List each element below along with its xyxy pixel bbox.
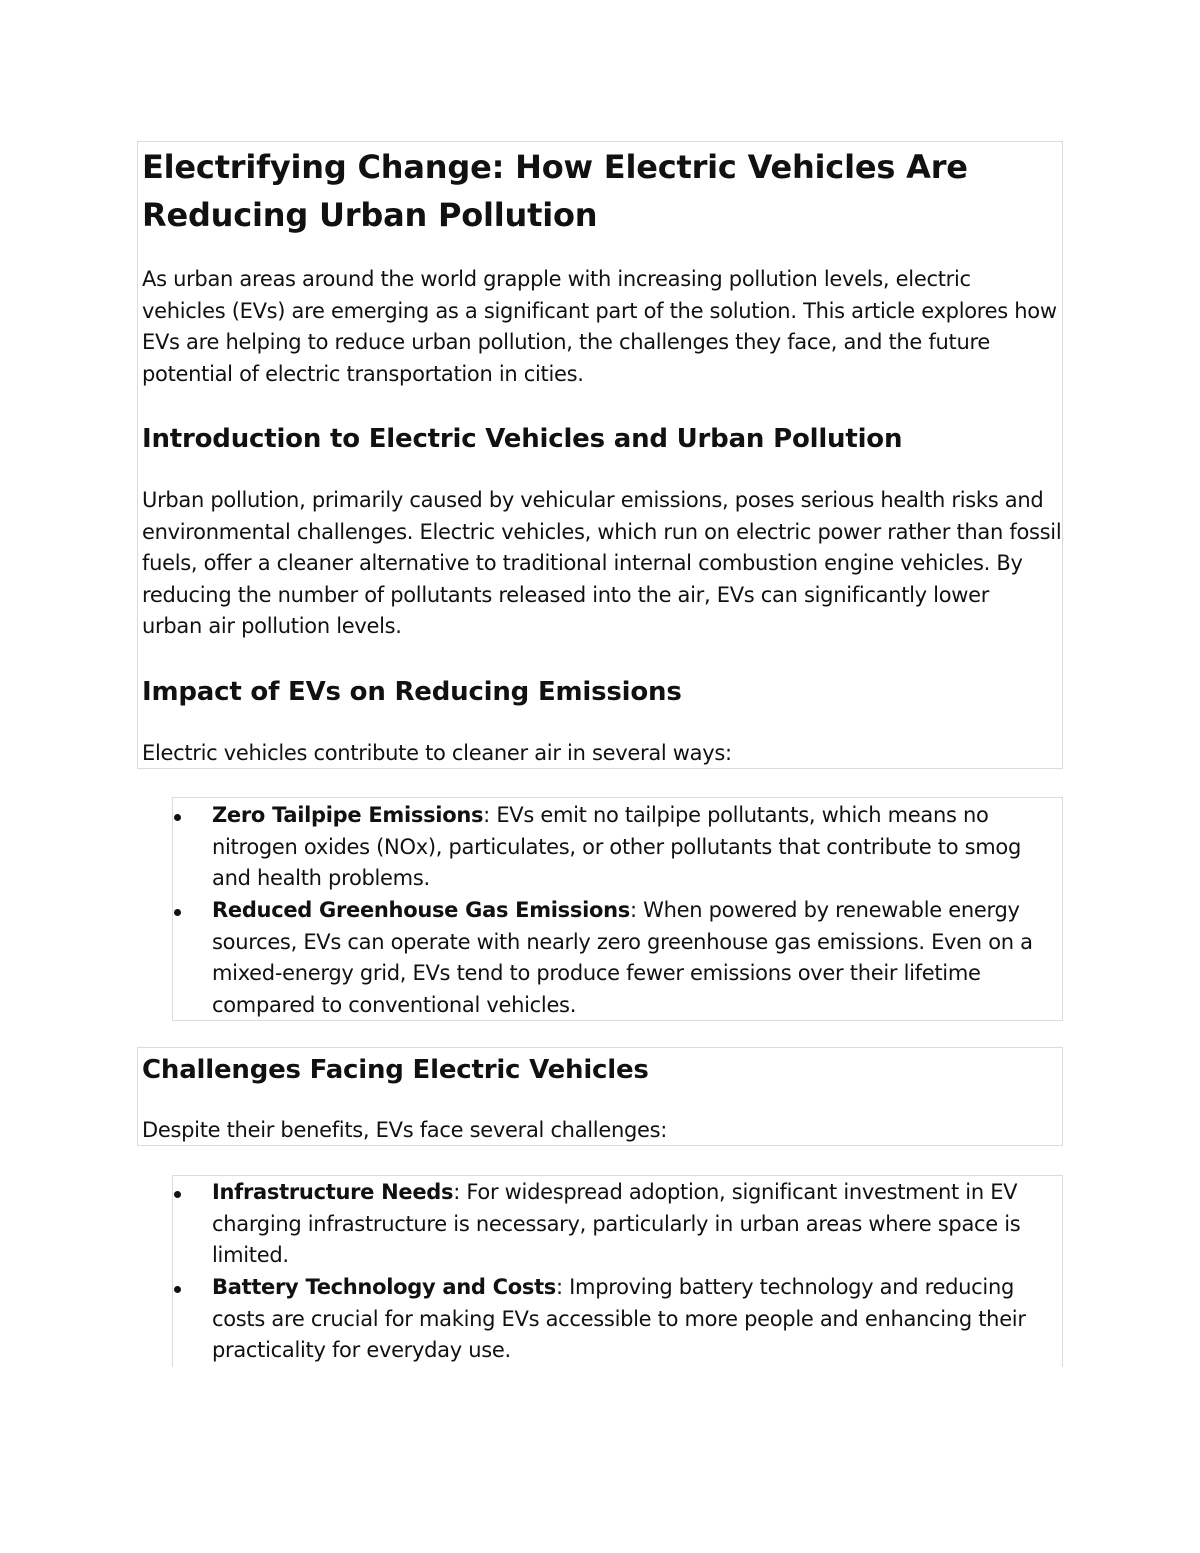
list-item-line: and health problems. — [212, 866, 430, 891]
title-line: Reducing Urban Pollution — [142, 196, 598, 234]
list-item-line: sources, EVs can operate with nearly zero greenhouse gas emissions. Even on a — [212, 929, 1033, 954]
list-item-text: : EVs emit no tailpipe pollutants, which means no — [483, 803, 989, 827]
list-item-term: Infrastructure Needs — [212, 1180, 454, 1204]
bullet-marker — [174, 1191, 181, 1198]
challenges-lead: Despite their benefits, EVs face several challenges: — [142, 1118, 668, 1142]
paragraph-line: reducing the number of pollutants released into the air, EVs can significantly lower — [142, 582, 990, 607]
paragraph-line: fuels, offer a cleaner alternative to traditional internal combustion engine vehicles. By — [142, 551, 1023, 576]
impact-lead: Electric vehicles contribute to cleaner air in several ways: — [142, 741, 732, 765]
list-item-line: costs are crucial for making EVs accessible to more people and enhancing their — [212, 1306, 1026, 1331]
list-item-line: practicality for everyday use. — [212, 1338, 511, 1363]
intro-paragraph — [142, 264, 1057, 390]
paragraph-line: environmental challenges. Electric vehicles, which run on electric power rather than fossil — [142, 519, 1062, 544]
title-line: Electrifying Change: How Electric Vehicles Are — [142, 148, 968, 186]
list-item-infrastructure — [212, 1177, 1020, 1272]
list-item-term: Reduced Greenhouse Gas Emissions — [212, 898, 630, 922]
list-item-battery — [212, 1272, 1026, 1367]
document-title — [142, 143, 968, 239]
paragraph-line: EVs are helping to reduce urban pollution, the challenges they face, and the future — [142, 330, 990, 355]
list-item-term: Battery Technology and Costs — [212, 1275, 557, 1299]
paragraph-line: vehicles (EVs) are emerging as a significant part of the solution. This article explores how — [142, 298, 1057, 323]
list-item-reduced-greenhouse — [212, 895, 1033, 1021]
paragraph-line: urban air pollution levels. — [142, 614, 402, 639]
list-item-text: : For widespread adoption, significant investment in EV — [453, 1180, 1018, 1204]
list-item-term: Zero Tailpipe Emissions — [212, 803, 484, 827]
list-item-first-line — [212, 1272, 1026, 1304]
section-heading-impact: Impact of EVs on Reducing Emissions — [142, 677, 682, 707]
introduction-paragraph — [142, 485, 1061, 643]
list-item-first-line — [212, 800, 1021, 832]
list-item-first-line — [212, 1177, 1020, 1209]
list-item-zero-tailpipe — [212, 800, 1021, 895]
section-heading-introduction: Introduction to Electric Vehicles and Urban Pollution — [142, 424, 903, 454]
paragraph-line: potential of electric transportation in cities. — [142, 361, 584, 386]
paragraph-line: Urban pollution, primarily caused by vehicular emissions, poses serious health risks and — [142, 488, 1044, 512]
list-item-line: nitrogen oxides (NOx), particulates, or other pollutants that contribute to smog — [212, 834, 1021, 859]
list-item-text: : When powered by renewable energy — [629, 898, 1020, 922]
bullet-marker — [174, 1286, 181, 1293]
paragraph-line: As urban areas around the world grapple with increasing pollution levels, electric — [142, 267, 971, 291]
bullet-marker — [174, 814, 181, 821]
list-item-line: charging infrastructure is necessary, particularly in urban areas where space is — [212, 1211, 1021, 1236]
list-item-line: limited. — [212, 1243, 289, 1268]
section-heading-challenges: Challenges Facing Electric Vehicles — [142, 1055, 649, 1085]
list-item-line: mixed-energy grid, EVs tend to produce fewer emissions over their lifetime — [212, 961, 981, 986]
list-item-first-line — [212, 895, 1033, 927]
list-item-text: : Improving battery technology and reducing — [556, 1275, 1014, 1299]
list-item-line: compared to conventional vehicles. — [212, 992, 577, 1017]
bullet-marker — [174, 909, 181, 916]
